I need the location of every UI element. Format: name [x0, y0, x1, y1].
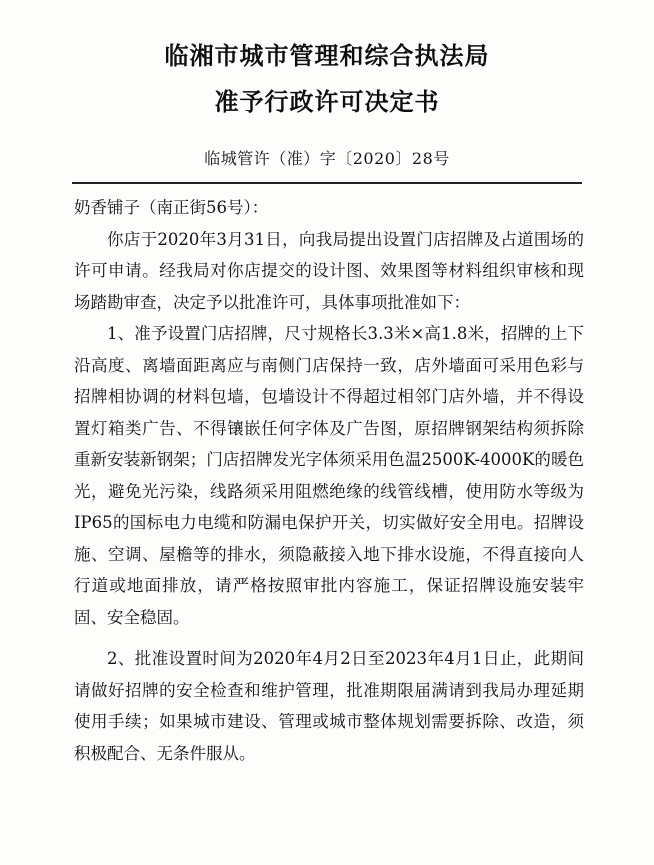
- item-1-paragraph: 1、准予设置门店招牌，尺寸规格长3.3米×高1.8米，招牌的上下沿高度、离墙面距离应与南侧门店保持一致，店外墙面可采用色彩与招牌相协调的材料包墙，包墙设计不得超过相邻门店外墙，并不得设置灯箱类广告、不得镶嵌任何字体及广告图，原招牌钢架结构须拆除重新安装新钢架；门店招牌发光字体须采用色温2500K-4000K的暖色光，避免光污染，线路须采用阻燃绝缘的线管线槽，使用防水等级为IP65的国标电力电缆和防漏电保护开关，切实做好安全用电。招牌设施、空调、屋檐等的排水，须隐蔽接入地下排水设施，不得直接向人行道或地面排放，请严格按照审批内容施工，保证招牌设施安装牢固、安全稳固。: [74, 324, 584, 627]
- document-body: [74, 192, 584, 769]
- header-divider: [72, 182, 582, 184]
- addressee: 奶香铺子（南正街56号）：: [74, 198, 269, 217]
- intro-paragraph: 你店于2020年3月31日，向我局提出设置门店招牌及占道围场的许可申请。经我局对你店提交的设计图、效果图等材料组织审核和现场踏勘审查，决定予以批准许可，具体事项批准如下：: [74, 229, 584, 312]
- issuing-authority-title: 临湘市城市管理和综合执法局: [164, 42, 490, 70]
- document-number: 临城管许（准）字〔2020〕28号: [204, 149, 450, 168]
- item-2-paragraph: 2、批准设置时间为2020年4月2日至2023年4月1日止，此期间请做好招牌的安全检查和维护管理，批准期限届满请到我局办理延期使用手续；如果城市建设、管理或城市整体规划需要拆除、改造，须积极配合、无条件服从。: [74, 649, 584, 763]
- decision-document-title: 准予行政许可决定书: [214, 88, 440, 116]
